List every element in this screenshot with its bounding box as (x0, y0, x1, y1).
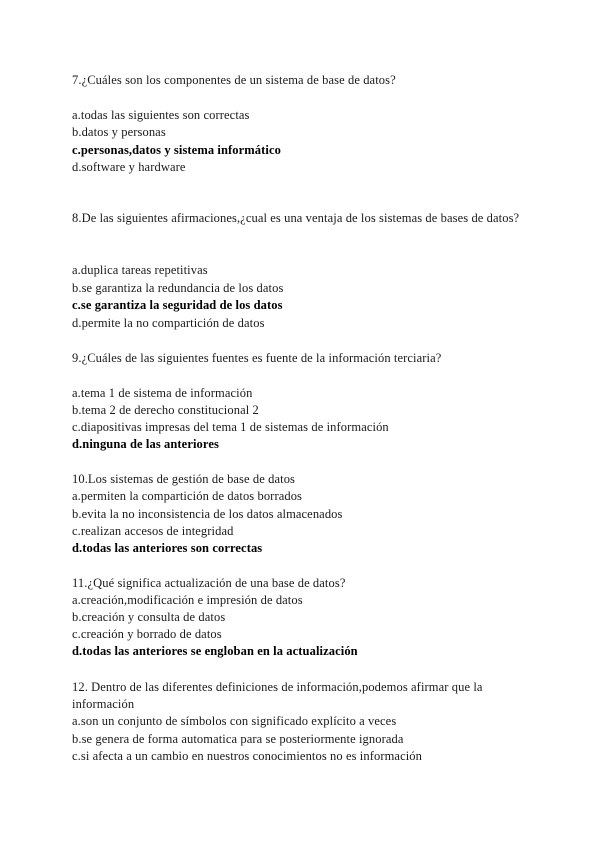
question-8-option-b: b.se garantiza la redundancia de los datos (72, 281, 284, 295)
question-11-option-c: c.creación y borrado de datos (72, 627, 222, 641)
question-7-option-b: b.datos y personas (72, 125, 166, 139)
question-11-text: 11.¿Qué significa actualización de una base de datos? (72, 576, 346, 590)
question-10-option-d-correct: d.todas las anteriores son correctas (72, 541, 263, 555)
question-11-option-d-correct: d.todas las anteriores se engloban en la actualización (72, 644, 358, 658)
question-10-option-a: a.permiten la compartición de datos borrados (72, 489, 303, 503)
question-7-option-a: a.todas las siguientes son correctas (72, 108, 250, 122)
question-9-option-a: a.tema 1 de sistema de información (72, 386, 253, 400)
question-12-option-a: a.son un conjunto de símbolos con significado explícito a veces (72, 714, 397, 728)
question-11-option-a: a.creación,modificación e impresión de datos (72, 593, 303, 607)
question-7-option-c-correct: c.personas,datos y sistema informático (72, 143, 281, 157)
question-9-text: 9.¿Cuáles de las siguientes fuentes es fuente de la información terciaria? (72, 351, 442, 365)
question-9-option-d-correct: d.ninguna de las anteriores (72, 437, 219, 451)
question-12-option-b: b.se genera de forma automatica para se posteriormente ignorada (72, 732, 404, 746)
question-10-text: 10.Los sistemas de gestión de base de datos (72, 472, 296, 486)
question-10-option-c: c.realizan accesos de integridad (72, 524, 234, 538)
question-7-option-d: d.software y hardware (72, 160, 186, 174)
question-12-text: 12. Dentro de las diferentes definiciones de información,podemos afirmar que la información (72, 680, 483, 711)
question-9-option-c: c.diapositivas impresas del tema 1 de sistemas de información (72, 420, 389, 434)
question-11-option-b: b.creación y consulta de datos (72, 610, 226, 624)
question-9-option-b: b.tema 2 de derecho constitucional 2 (72, 403, 259, 417)
question-8-option-a: a.duplica tareas repetitivas (72, 263, 208, 277)
question-12-option-c: c.si afecta a un cambio en nuestros conocimientos no es información (72, 749, 422, 763)
question-8-option-d: d.permite la no compartición de datos (72, 316, 265, 330)
question-8-option-c-correct: c.se garantiza la seguridad de los datos (72, 298, 283, 312)
question-10-option-b: b.evita la no inconsistencia de los datos almacenados (72, 507, 343, 521)
question-8-text: 8.De las siguientes afirmaciones,¿cual es una ventaja de los sistemas de bases de datos? (72, 211, 520, 225)
question-7-text: 7.¿Cuáles son los componentes de un sistema de base de datos? (72, 73, 396, 87)
